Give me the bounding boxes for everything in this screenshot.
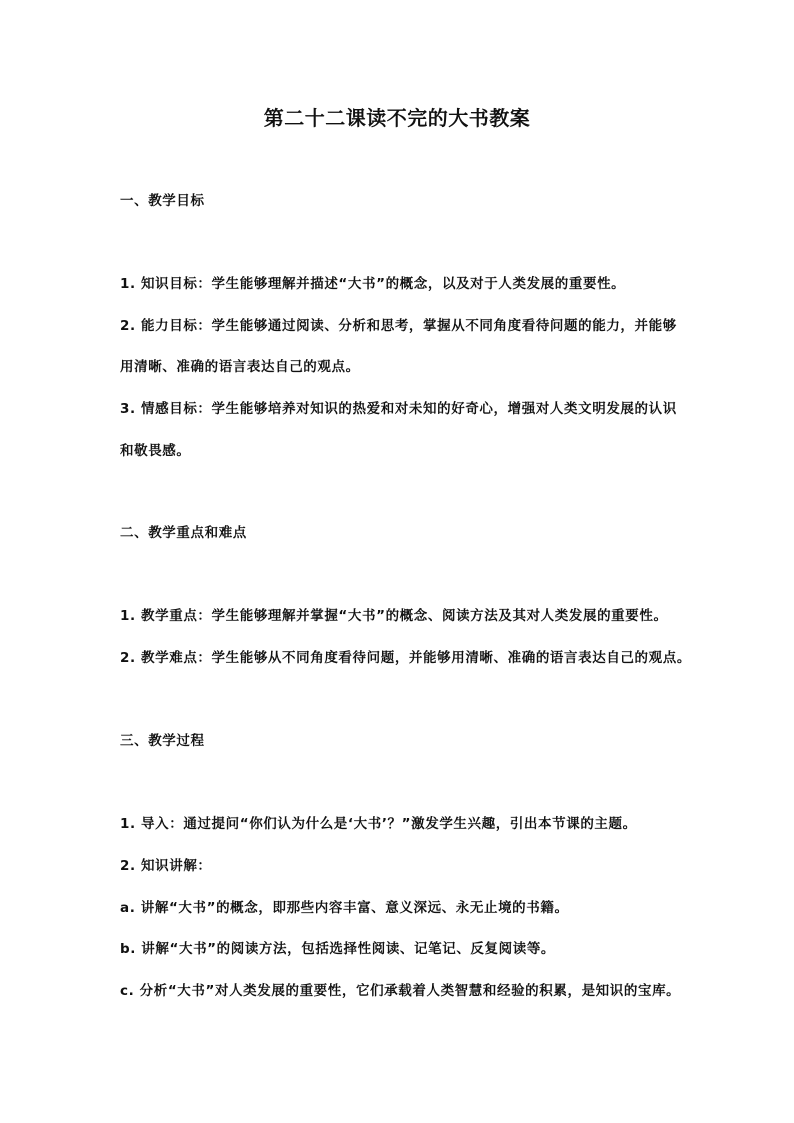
section-heading-key-points: 二、教学重点和难点 bbox=[120, 525, 247, 541]
list-item-a: a. 讲解“大书”的概念，即那些内容丰富、意义深远、永无止境的书籍。 bbox=[120, 900, 569, 916]
section-heading-process: 三、教学过程 bbox=[120, 733, 205, 749]
paragraph-emotion-goal-line1: 3. 情感目标：学生能够培养对知识的热爱和对未知的好奇心，增强对人类文明发展的认识 bbox=[120, 401, 677, 417]
list-item-b: b. 讲解“大书”的阅读方法，包括选择性阅读、记笔记、反复阅读等。 bbox=[120, 941, 556, 957]
paragraph-introduction: 1. 导入：通过提问“你们认为什么是‘大书’？”激发学生兴趣，引出本节课的主题。 bbox=[120, 816, 637, 832]
paragraph-key-point: 1. 教学重点：学生能够理解并掌握“大书”的概念、阅读方法及其对人类发展的重要性。 bbox=[120, 608, 668, 624]
page-title: 第二十二课读不完的大书教案 bbox=[263, 106, 531, 130]
section-heading-goals: 一、教学目标 bbox=[120, 193, 205, 209]
list-item-c: c. 分析“大书”对人类发展的重要性，它们承载着人类智慧和经验的积累，是知识的宝库。 bbox=[120, 983, 681, 999]
paragraph-knowledge-lecture: 2. 知识讲解： bbox=[120, 858, 212, 874]
paragraph-ability-goal-line2: 用清晰、准确的语言表达自己的观点。 bbox=[120, 359, 360, 375]
paragraph-difficult-point: 2. 教学难点：学生能够从不同角度看待问题，并能够用清晰、准确的语言表达自己的观点。 bbox=[120, 650, 691, 666]
paragraph-emotion-goal-line2: 和敬畏感。 bbox=[120, 443, 191, 459]
paragraph-ability-goal-line1: 2. 能力目标：学生能够通过阅读、分析和思考，掌握从不同角度看待问题的能力，并能够 bbox=[120, 318, 677, 334]
paragraph-knowledge-goal: 1. 知识目标：学生能够理解并描述“大书”的概念，以及对于人类发展的重要性。 bbox=[120, 276, 626, 292]
